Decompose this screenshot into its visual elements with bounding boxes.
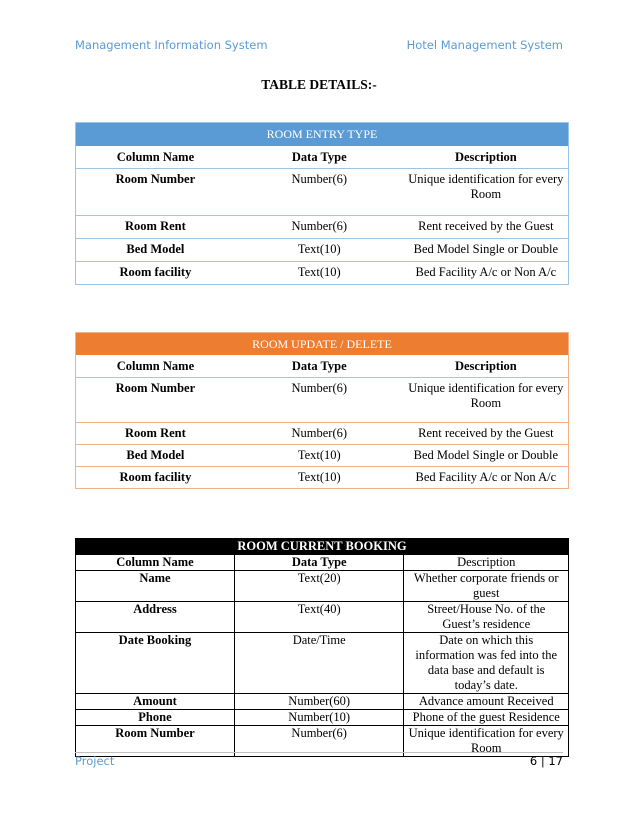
table-row [76, 423, 569, 445]
cell-column-name: Room Rent [76, 423, 235, 445]
cell-data-type: Text(10) [235, 239, 404, 262]
header-right: Hotel Management System [406, 38, 563, 52]
cell-description: Unique identification for every Room [404, 169, 569, 216]
table-row [76, 694, 569, 710]
cell-description: Date on which this information was fed into the data base and default is today’s date. [404, 633, 569, 694]
table-row [76, 571, 569, 602]
cell-description: Phone of the guest Residence [404, 710, 569, 726]
room-current-booking-table [75, 538, 569, 757]
cell-column-name: Name [76, 571, 235, 602]
footer-left: Project [75, 754, 115, 768]
column-header: Description [404, 146, 569, 169]
cell-data-type: Date/Time [234, 633, 404, 694]
cell-column-name: Phone [76, 710, 235, 726]
header-left: Management Information System [75, 38, 268, 52]
cell-data-type: Text(10) [235, 262, 404, 285]
table-caption: ROOM CURRENT BOOKING [76, 539, 569, 555]
column-header: Description [404, 355, 569, 378]
room-entry-type-table [75, 122, 569, 285]
cell-description: Advance amount Received [404, 694, 569, 710]
cell-description: Unique identification for every Room [404, 726, 569, 757]
cell-column-name: Date Booking [76, 633, 235, 694]
page-number: 6 | 17 [529, 754, 563, 768]
cell-column-name: Room Number [76, 726, 235, 757]
column-header: Column Name [76, 146, 235, 169]
cell-column-name: Room facility [76, 467, 235, 489]
cell-data-type: Number(6) [234, 726, 404, 757]
cell-data-type: Text(10) [235, 445, 404, 467]
cell-data-type: Number(6) [235, 169, 404, 216]
cell-description: Street/House No. of the Guest’s residence [404, 602, 569, 633]
cell-description: Rent received by the Guest [404, 216, 569, 239]
cell-data-type: Text(20) [234, 571, 404, 602]
cell-description: Bed Facility A/c or Non A/c [404, 262, 569, 285]
cell-data-type: Number(60) [234, 694, 404, 710]
cell-column-name: Room Number [76, 378, 235, 423]
table-row [76, 467, 569, 489]
cell-column-name: Bed Model [76, 239, 235, 262]
cell-column-name: Room Rent [76, 216, 235, 239]
cell-column-name: Address [76, 602, 235, 633]
cell-description: Bed Model Single or Double [404, 239, 569, 262]
table-row [76, 445, 569, 467]
cell-column-name: Bed Model [76, 445, 235, 467]
table-caption: ROOM ENTRY TYPE [76, 123, 569, 147]
page-footer [75, 752, 563, 768]
cell-data-type: Number(10) [234, 710, 404, 726]
table-row [76, 239, 569, 262]
table-row [76, 169, 569, 216]
table-row [76, 216, 569, 239]
cell-description: Unique identification for every Room [404, 378, 569, 423]
column-header: Data Type [235, 146, 404, 169]
page-title: TABLE DETAILS:- [261, 77, 377, 92]
cell-description: Bed Model Single or Double [404, 445, 569, 467]
cell-description: Bed Facility A/c or Non A/c [404, 467, 569, 489]
column-header: Description [404, 555, 569, 571]
table-row [76, 602, 569, 633]
cell-data-type: Number(6) [235, 216, 404, 239]
cell-column-name: Room facility [76, 262, 235, 285]
table-row [76, 378, 569, 423]
cell-description: Rent received by the Guest [404, 423, 569, 445]
table-row [76, 633, 569, 694]
room-update-delete-table [75, 332, 569, 489]
column-header: Data Type [235, 355, 404, 378]
column-header: Column Name [76, 555, 235, 571]
cell-column-name: Amount [76, 694, 235, 710]
column-header: Column Name [76, 355, 235, 378]
page-header [75, 38, 563, 52]
table-row [76, 262, 569, 285]
cell-data-type: Text(40) [234, 602, 404, 633]
table-row [76, 710, 569, 726]
cell-data-type: Number(6) [235, 423, 404, 445]
column-header: Data Type [234, 555, 404, 571]
cell-data-type: Text(10) [235, 467, 404, 489]
cell-description: Whether corporate friends or guest [404, 571, 569, 602]
cell-data-type: Number(6) [235, 378, 404, 423]
table-caption: ROOM UPDATE / DELETE [76, 333, 569, 356]
cell-column-name: Room Number [76, 169, 235, 216]
